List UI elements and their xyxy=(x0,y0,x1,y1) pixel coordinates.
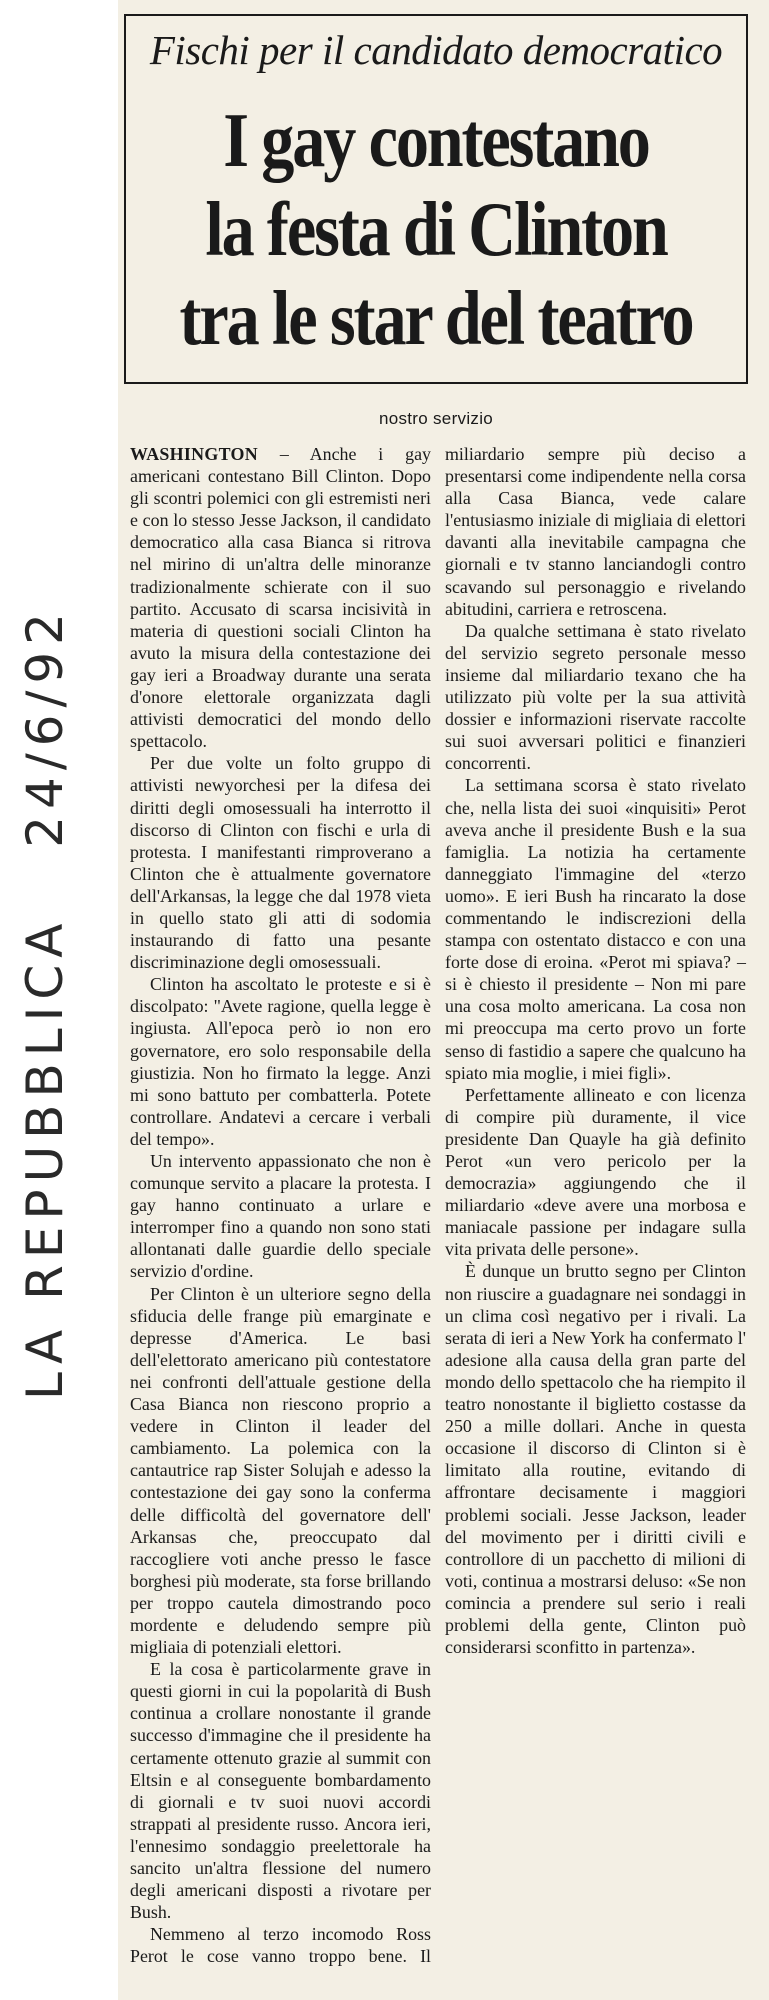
kicker: Fischi per il candidato democratico xyxy=(149,27,723,73)
paragraph: Per Clinton è un ulteriore segno della sfiducia delle frange più emarginate e depresse d'America. Le basi dell'elettorato americano più contestatore nei confronti dell'attuale gestione della Casa Bianca non riescono proprio a vedere in Clinton il leader del cambiamento. La polemica con la cantautrice rap Sister Solujah e adesso la contestazione dei gay sono la conferma delle difficoltà del governatore dell' Arkansas che, preoccupato dal raccogliere voti anche presso le fasce borghesi più moderate, sta forse brillando per troppo cautela dimostrando poco mordente e deludendo sempre più migliaia di potenziali elettori. xyxy=(130,1283,431,1658)
headline-line: I gay contestano xyxy=(223,97,649,183)
handwritten-date: 24/6/92 xyxy=(16,606,74,848)
paragraph: La settimana scorsa è stato rivelato che, nella lista dei suoi «inquisiti» Perot aveva anche il presidente Bush e la sua famiglia. La notizia ha certamente danneggiato l'immagine del «terzo uomo». E ieri Bush ha rincarato la dose commentando le indiscrezioni della stampa con ostentato distacco e con una forte dose di eroina. «Perot mi spiava? – si è chiesto il presidente – Non mi pare una cosa molto americana. La cosa non mi preoccupa ma certo provo un forte senso di fastidio a sapere che qualcuno ha spiato mia moglie, i miei figli». xyxy=(445,775,746,1083)
paragraph xyxy=(130,443,431,752)
paragraph: Da qualche settimana è stato rivelato del servizio segreto personale messo insieme dal miliardario texano che ha utilizzato più volte per la sua attività dossier e informazioni riservate raccolte sui suoi avversari politici e finanzieri concorrenti. xyxy=(445,620,746,774)
byline: nostro servizio xyxy=(378,409,494,428)
headline-box xyxy=(124,14,748,384)
headline-line: la festa di Clinton xyxy=(205,186,667,272)
paragraph: È dunque un brutto segno per Clinton non riuscire a guadagnare nei sondaggi in un clima così negativo per i rivali. La serata di ieri a New York ha confermato l' adesione alla causa della gran parte del mondo dello spettacolo che ha riempito il teatro nonostante il biglietto costasse da 250 a mille dollari. Anche in questa occasione il discorso di Clinton si è limitato alla routine, evitando di affrontare decisamente i maggiori problemi sociali. Jesse Jackson, leader del movimento per i diritti civili e controllore di un pacchetto di milioni di voti, continua a mostrarsi deluso: «Se non comincia a prendere sul serio i reali problemi della gente, Clinton può considerarsi sconfitto in partenza». xyxy=(445,1261,746,1658)
dateline: WASHINGTON xyxy=(130,444,258,464)
headline-line: tra le star del teatro xyxy=(179,275,693,361)
paragraph: Per due volte un folto gruppo di attivisti newyorchesi per la difesa dei diritti degli omosessuali ha interrotto il discorso di Clinton con fischi e urla di protesta. I manifestanti rimproverano a Clinton che è attualmente governatore dell'Arkansas, la legge che dal 1978 vieta in quello stato gli atti di sodomia instaurando di fatto una pesante discriminazione degli omosessuali. xyxy=(130,753,431,973)
article-body xyxy=(130,443,746,1988)
headline xyxy=(169,96,702,363)
paragraph: Nemmeno al terzo incomodo Ross Perot le cose vanno troppo bene. Il miliardario sempre più deciso a presentarsi come indipendente nella corsa alla Casa Bianca, vede calare l'entusiasmo iniziale di migliaia di elettori davanti alla inevitabile campagna che giornali e tv stanno lanciandogli contro scavando sul personaggio e rivelando abitudini, carriera e retroscena. xyxy=(130,444,746,1967)
paragraph: Clinton ha ascoltato le proteste e si è discolpato: "Avete ragione, quella legge è ingiusta. All'epoca però io non ero governatore, ero solo responsabile della giustizia. Non ho firmato la legge. Anzi mi sono battuto per combatterla. Potete controllare. Andatevi a cercare i verbali del tempo». xyxy=(130,974,431,1149)
paragraph-text: – Anche i gay americani contestano Bill Clinton. Dopo gli scontri polemici con gli estremisti neri e con lo stesso Jesse Jackson, il candidato democratico alla casa Bianca si ritrova nel mirino di un'altra delle minoranze tradizionalmente schierate con il suo partito. Accusato di scarsa incisività in materia di questioni sociali Clinton ha avuto la misura della contestazione dei gay ieri a Broadway durante una serata d'onore elettorale organizzata dagli attivisti democratici del mondo dello spettacolo. xyxy=(130,444,431,752)
paragraph: E la cosa è particolarmente grave in questi giorni in cui la popolarità di Bush continua a crollare nonostante il grande successo d'immagine che il presidente ha certamente ottenuto grazie al summit con Eltsin e al conseguente bombardamento di giornali e tv suoi nuovi accordi strappati al presidente russo. Ancora ieri, l'ennesimo sondaggio preelettorale ha sancito un'altra flessione del numero degli americani disposti a rivotare per Bush. xyxy=(130,1659,431,1923)
paragraph: Perfettamente allineato e con licenza di compire più duramente, il vice presidente Dan Quayle ha già definito Perot «un vero pericolo per la democrazia» aggiungendo che il miliardario «deve avere una morbosa e maniacale passione per indagare sulla vita privata delle persone». xyxy=(445,1084,746,1260)
paragraph: Un intervento appassionato che non è comunque servito a placare la protesta. I gay hanno continuato a urlare e interromper fino a quando non sono stati allontanati dalle guardie dello speciale servizio d'ordine. xyxy=(130,1151,431,1282)
handwritten-source-date xyxy=(16,606,74,1400)
handwritten-source: LA REPUBBLICA xyxy=(16,916,74,1400)
